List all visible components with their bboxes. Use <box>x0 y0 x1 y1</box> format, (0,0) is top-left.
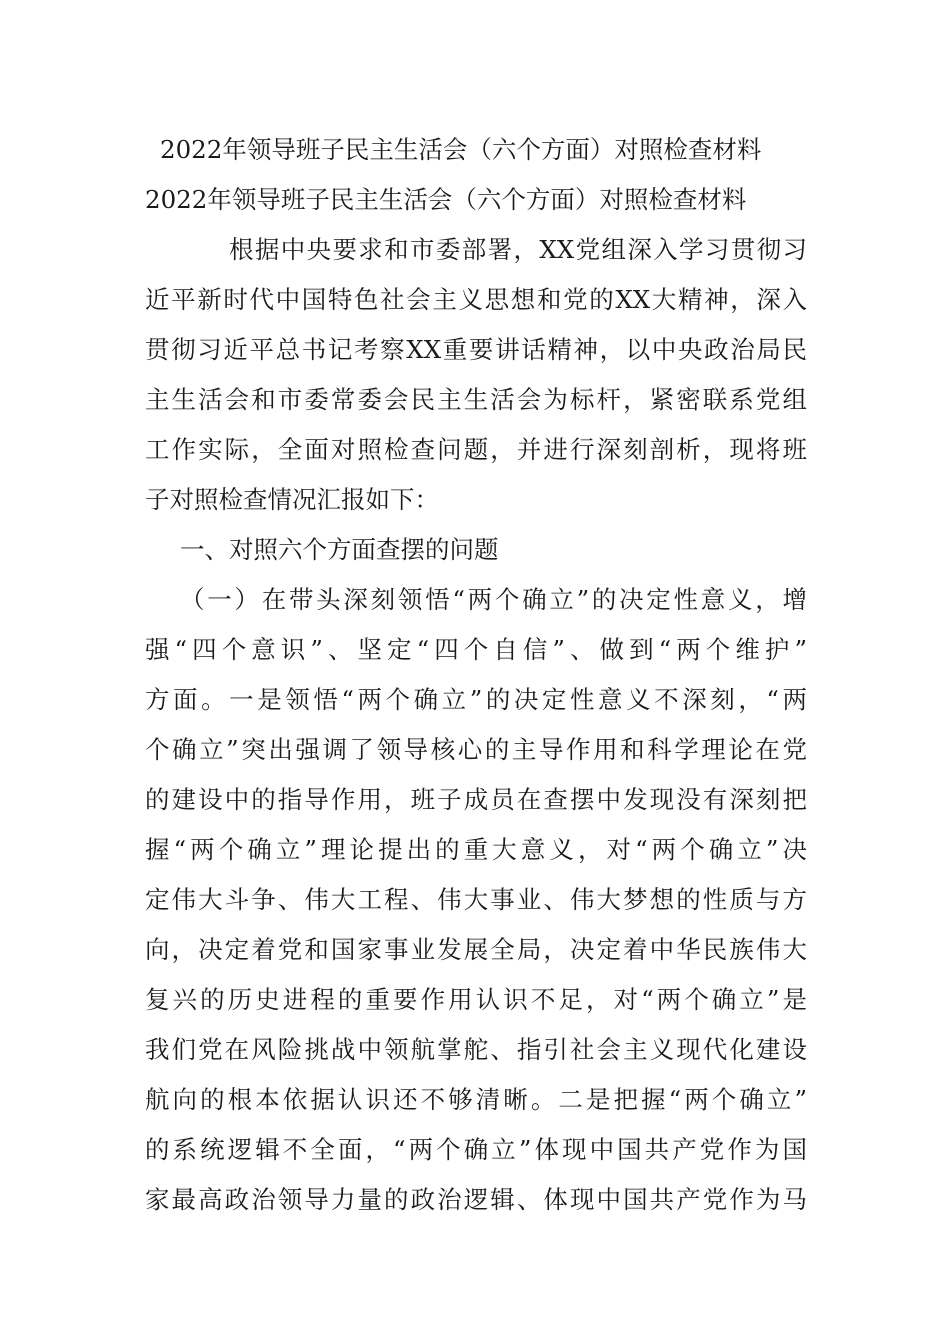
paragraph-line: 个确立”突出强调了领导核心的主导作用和科学理论在党 <box>145 735 807 764</box>
paragraph-line: 强“四个意识”、坚定“四个自信”、做到“两个维护” <box>145 635 807 664</box>
paragraph-line: 根据中央要求和市委部署，XX党组深入学习贯彻习 <box>229 235 807 264</box>
paragraph-line: 的建设中的指导作用，班子成员在查摆中发现没有深刻把 <box>145 785 807 814</box>
document-title-repeat: 2022年领导班子民主生活会（六个方面）对照检查材料 <box>145 185 747 214</box>
paragraph-line: 贯彻习近平总书记考察XX重要讲话精神，以中央政治局民 <box>145 335 807 364</box>
subsection-line: （一）在带头深刻领悟“两个确立”的决定性意义，增 <box>180 585 807 614</box>
paragraph-line: 定伟大斗争、伟大工程、伟大事业、伟大梦想的性质与方 <box>145 885 807 914</box>
paragraph-line: 握“两个确立”理论提出的重大意义，对“两个确立”决 <box>145 835 807 864</box>
paragraph-line: 向，决定着党和国家事业发展全局，决定着中华民族伟大 <box>145 935 807 964</box>
paragraph-line: 子对照检查情况汇报如下： <box>145 485 439 514</box>
paragraph-line: 我们党在风险挑战中领航掌舵、指引社会主义现代化建设 <box>145 1035 807 1064</box>
paragraph-line: 工作实际，全面对照检查问题，并进行深刻剖析，现将班 <box>145 435 807 464</box>
document-title: 2022年领导班子民主生活会（六个方面）对照检查材料 <box>160 135 762 164</box>
paragraph-line: 航向的根本依据认识还不够清晰。二是把握“两个确立” <box>145 1085 807 1114</box>
paragraph-line: 复兴的历史进程的重要作用认识不足，对“两个确立”是 <box>145 985 807 1014</box>
paragraph-line: 主生活会和市委常委会民主生活会为标杆，紧密联系党组 <box>145 385 807 414</box>
paragraph-line: 的系统逻辑不全面，“两个确立”体现中国共产党作为国 <box>145 1135 807 1164</box>
section-heading: 一、对照六个方面查摆的问题 <box>180 535 499 564</box>
paragraph-line: 家最高政治领导力量的政治逻辑、体现中国共产党作为马 <box>145 1185 807 1214</box>
paragraph-line: 方面。一是领悟“两个确立”的决定性意义不深刻，“两 <box>145 685 807 714</box>
paragraph-line: 近平新时代中国特色社会主义思想和党的XX大精神，深入 <box>145 285 807 314</box>
